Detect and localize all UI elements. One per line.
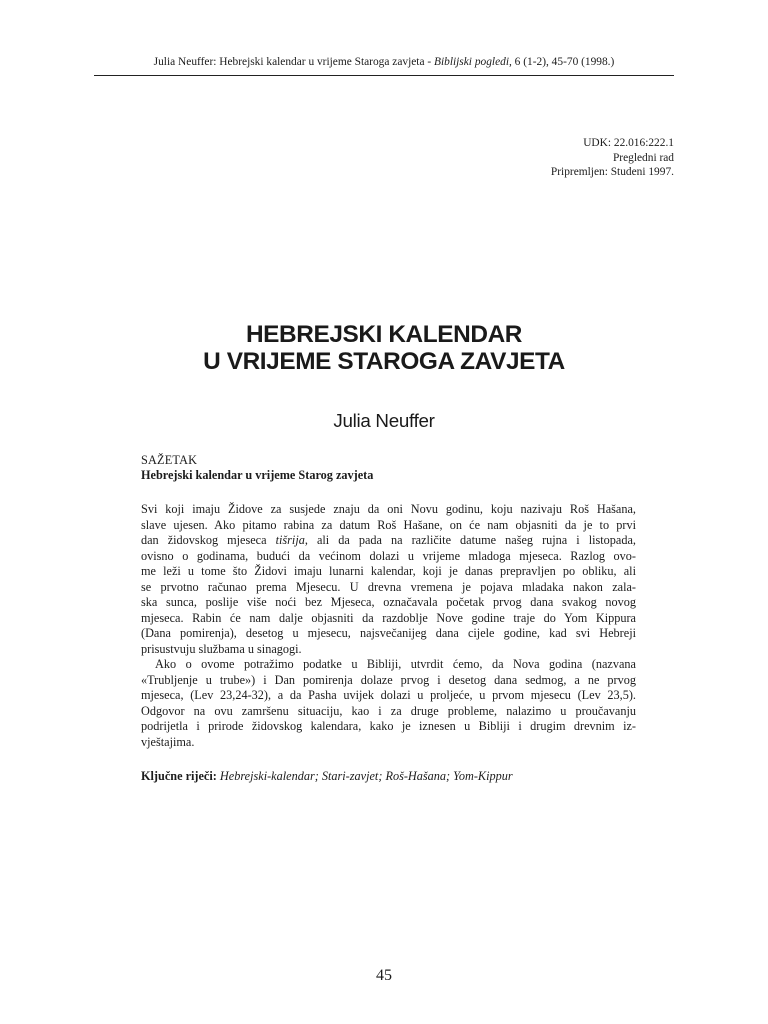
- running-head: [94, 55, 674, 69]
- abstract-label: SAŽETAK: [141, 453, 198, 467]
- keywords-list: Hebrejski-kalendar; Stari-zavjet; Roš-Hašana; Yom-Kippur: [219, 769, 513, 783]
- abstract-paragraph-1: [141, 502, 636, 657]
- keywords: [141, 769, 636, 785]
- abstract-line: Ako o ovome potražimo podatke u Bibliji, utvrdit ćemo, da Nova godina (nazvana: [155, 657, 636, 671]
- article-type: Pregledni rad: [612, 151, 674, 164]
- abstract-title: Hebrejski kalendar u vrijeme Starog zavjeta: [141, 468, 374, 482]
- prepared-date: Pripremljen: Studeni 1997.: [550, 166, 674, 178]
- abstract-line: prisustvuju službama u sinagogi.: [141, 641, 302, 656]
- abstract-line-part: , ali da pada na različite datume našeg rujna i listopada,: [304, 533, 636, 547]
- abstract: [141, 453, 636, 785]
- udk-code: UDK: 22.016:222.1: [583, 137, 674, 149]
- abstract-line: mjeseca. Rabin će nam dalje objasniti da razdoblje Nove godine traje do Yom Kippura: [141, 610, 636, 625]
- abstract-line: Odgovor na ovu zamršenu situaciju, kao i za druge probleme, nalazimo u proučavanju: [141, 703, 636, 718]
- abstract-paragraph-2: [141, 657, 636, 750]
- title-line-1: HEBREJSKI KALENDAR: [245, 321, 523, 348]
- abstract-line: vještajima.: [141, 734, 195, 749]
- abstract-line-emphasis: tišrija: [275, 533, 305, 547]
- running-head-citation: 6 (1-2), 45-70 (1998.): [511, 56, 615, 68]
- keywords-label: Ključne riječi:: [141, 769, 217, 783]
- page-title: [0, 321, 768, 375]
- abstract-line: ovisno o godinama, budući da većinom dolazi u vrijeme mladoga mjeseca. Razlog ovo-: [141, 548, 636, 563]
- abstract-line: (Dana pomirenja), desetog u mjesecu, najsvečanijeg dana cijele godine, kad svi Hebreji: [141, 626, 636, 640]
- abstract-line: me leži u tome što Židovi imaju lunarni kalendar, koji je danas prepravljen po obliku, ali: [141, 564, 636, 578]
- title-line-2: U VRIJEME STAROGA ZAVJETA: [203, 348, 565, 375]
- abstract-line: ska sunca, poslije više noći bez Mjeseca, označavala početak prvog dana svakog novog: [141, 595, 636, 609]
- abstract-line: «Trubljenje u trube») i Dan pomirenja dolaze prvog i desetog dana sedmog, a ne prvog: [141, 672, 636, 687]
- running-head-journal: Biblijski pogledi,: [434, 56, 512, 68]
- author-name: Julia Neuffer: [333, 410, 435, 431]
- abstract-line: se prvotno računao prema Mjesecu. U drevna vremena je pojava mladaka nakon zala-: [141, 579, 636, 594]
- abstract-line: podrijetla i prirode židovskog kalendara, kako je iznesen u Bibliji i drugim drevnim iz-: [141, 719, 636, 733]
- page-number: 45: [376, 967, 392, 984]
- abstract-line: slave ujesen. Ako pitamo rabina za datum Roš Hašane, on će nam objasniti da je to prvi: [141, 517, 636, 532]
- article-meta: [551, 136, 674, 180]
- header-rule: [94, 75, 674, 76]
- abstract-line: Svi koji imaju Židove za susjede znaju da oni Novu godinu, koju nazivaju Roš Hašana,: [141, 502, 636, 516]
- abstract-line: [141, 533, 636, 549]
- abstract-line: mjeseca, (Lev 23,24-32), a da Pasha uvijek dolazi u proljeće, u prvom mjesecu (Lev 23,5).: [141, 688, 636, 702]
- running-head-author-title: Julia Neuffer: Hebrejski kalendar u vrijeme Staroga zavjeta -: [153, 56, 434, 68]
- abstract-line-part: dan židovskog mjeseca: [141, 533, 276, 547]
